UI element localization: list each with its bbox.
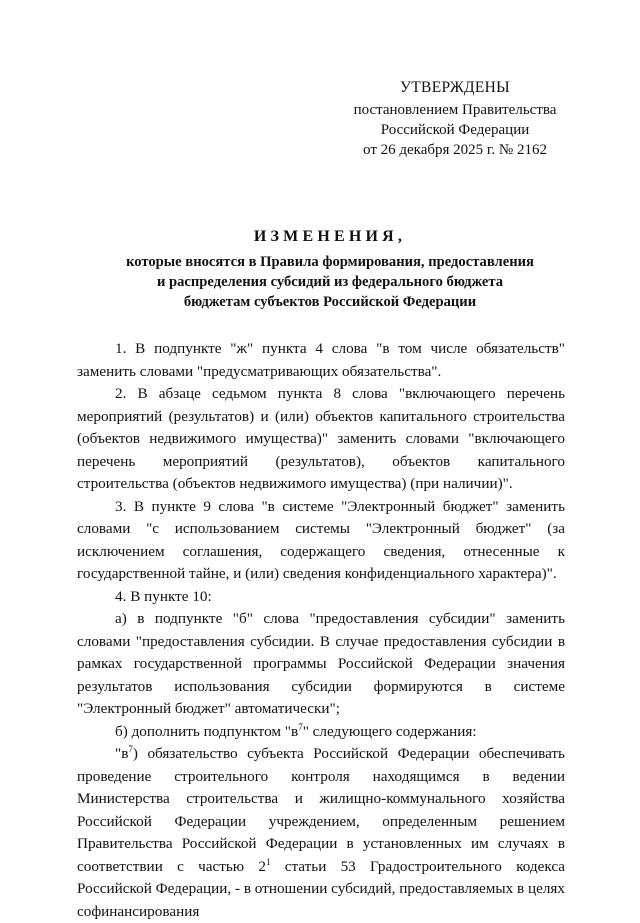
title-line-2: и распределения субсидий из федерального бюджета xyxy=(156,274,504,290)
paragraph-4b-text-end: " следующего содержания: xyxy=(302,722,477,740)
approval-line-2: Российской Федерации xyxy=(380,122,530,138)
approval-line-3: от 26 декабря 2025 г. № 2162 xyxy=(363,142,547,158)
title-line-3: бюджетам субъектов Российской Федерации xyxy=(183,294,477,310)
paragraph-4b-text-start: б) дополнить подпунктом "в xyxy=(115,722,299,740)
superscript: 1 xyxy=(265,856,271,867)
document-body xyxy=(77,338,565,923)
paragraph-3: 3. В пункте 9 слова "в системе "Электронный бюджет" заменить словами "с использованием системы "Электронный бюджет" (за исключением соглашения, содержащего сведения, отнесенные к государственной тайне, и (или) сведения конфиденциального характера)". xyxy=(77,497,565,582)
approval-heading: УТВЕРЖДЕНЫ xyxy=(400,79,510,96)
document-title xyxy=(60,226,600,312)
paragraph-1: 1. В подпункте "ж" пункта 4 слова "в том числе обязательств" заменить словами "предусматривающих обязательства". xyxy=(77,340,565,380)
paragraph-new-subclause xyxy=(77,743,565,923)
subclause-text-part-1: ) обязательство субъекта Российской Федерации обеспечивать проведение строительного контроля находящимся в ведении Министерства строительства и жилищно-коммунального хозяйства Российской Федерации учреждением, определенным решением Правительства Российской Федерации в установленных им случаях в соответствии с частью 2 xyxy=(77,745,565,875)
subclause-text-part-2: статьи 53 Градостроительного кодекса Российской Федерации, - в отношении субсидий, предоставляемых в целях софинансирования xyxy=(77,857,566,920)
approval-line-1: постановлением Правительства xyxy=(353,102,557,118)
paragraph-4a: а) в подпункте "б" слова "предоставления субсидии" заменить словами "предоставления субсидии. В случае предоставления субсидии в рамках государственной программы Российской Федерации значения результатов использования субсидии формируются в системе "Электронный бюджет" автоматически"; xyxy=(77,610,565,717)
paragraph-2: 2. В абзаце седьмом пункта 8 слова "включающего перечень мероприятий (результатов) и (или) объектов капитального строительства (объектов недвижимого имущества)" заменить словами "включающего перечень мероприятий (результатов), объектов капитального строительства (объектов недвижимого имущества) (при наличии)". xyxy=(77,385,565,492)
paragraph-4b xyxy=(77,721,565,744)
subclause-label-start: "в xyxy=(115,745,129,762)
title-line-1: которые вносятся в Правила формирования, предоставления xyxy=(126,254,534,270)
approval-stamp xyxy=(340,78,570,160)
title-heading: ИЗМЕНЕНИЯ, xyxy=(253,228,407,245)
paragraph-4: 4. В пункте 10: xyxy=(115,587,212,605)
superscript: 7 xyxy=(298,721,303,732)
superscript: 7 xyxy=(128,744,133,754)
